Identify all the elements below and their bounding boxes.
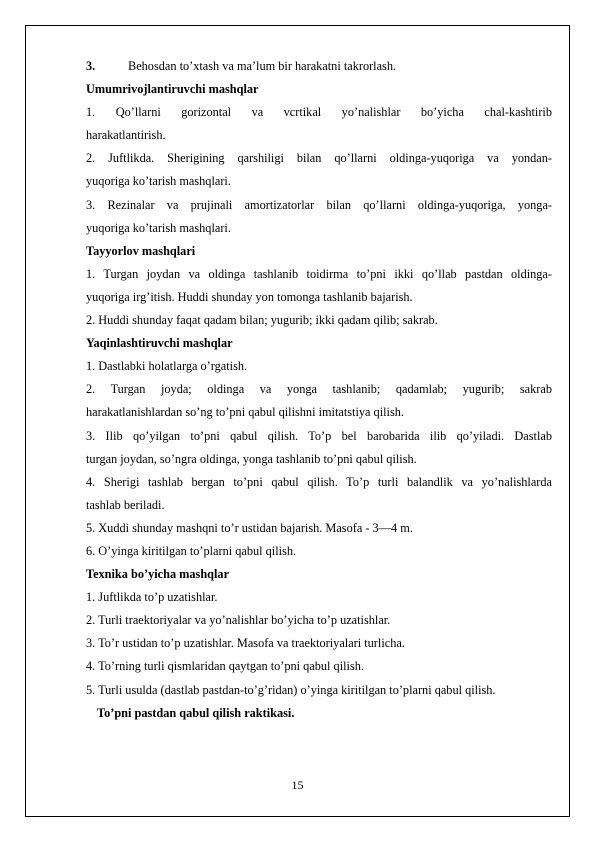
section-heading: Yaqinlashtiruvchi mashqlar [86,336,233,351]
paragraph-line: 3. Rezinalar va prujinali amortizatorlar bilan qo’llarni oldinga-yuqoriga, yonga- [86,197,552,212]
paragraph-line: turgan joydan, so’ngra oldinga, yonga tashlanib to’pni qabul qilish. [86,451,417,466]
paragraph-line: 6. O’yinga kiritilgan to’plarni qabul qilish. [86,543,297,558]
paragraph-line: 5. Xuddi shunday mashqni to’r ustidan bajarish. Masofa - 3—4 m. [86,520,413,535]
paragraph-line: 2. Turgan joyda; oldinga va yonga tashlanib; qadamlab; yugurib; sakrab [86,382,552,397]
paragraph-line: 2. Turli traektoriyalar va yo’nalishlar bo’yicha to’p uzatishlar. [86,613,391,628]
paragraph-line: 3. Ilib qo’yilgan to’pni qabul qilish. To’p bel barobarida ilib qo’yiladi. Dastlab [86,428,552,443]
paragraph-line: 2. Huddi shunday faqat qadam bilan; yugurib; ikki qadam qilib; sakrab. [86,313,438,328]
paragraph-line: 4. Sherigi tashlab bergan to’pni qabul qilish. To’p turli balandlik va yo’nalishlarda [86,474,552,489]
paragraph-line: 3. To’r ustidan to’p uzatishlar. Masofa va traektoriyalari turlicha. [86,636,405,651]
paragraph-line: 1. Dastlabki holatlarga o’rgatish. [86,359,248,374]
list-item-3 [86,58,552,81]
list-number: 3. [86,59,96,73]
document-body [86,58,552,728]
section-heading: Umumrivojlantiruvchi mashqlar [86,82,259,97]
paragraph-line: yuqoriga ko’tarish mashqlari. [86,174,231,189]
paragraph-line: harakatlantirish. [86,128,166,143]
paragraph-line: 1. Turgan joydan va oldinga tashlanib toidirma to’pni ikki qo’llab pastdan oldinga- [86,266,552,281]
paragraph-line: 1. Qo’llarni gorizontal va vcrtikal yo’nalishlar bo’yicha chal-kashtirib [86,105,552,120]
paragraph-line: yuqoriga ko’tarish mashqlari. [86,220,231,235]
section-heading: To’pni pastdan qabul qilish raktikasi. [97,705,295,720]
paragraph-line: harakatlanishlardan so’ng to’pni qabul qilishni imitatstiya qilish. [86,405,404,420]
paragraph-line: 4. To’rning turli qismlaridan qaytgan to’pni qabul qilish. [86,659,364,674]
paragraph-line: 2. Juftlikda. Sherigining qarshiligi bilan qo’llarni oldinga-yuqoriga va yondan- [86,151,552,166]
paragraph-line: yuqoriga irg’itish. Huddi shunday yon tomonga tashlanib bajarish. [86,289,413,304]
page-number: 15 [291,778,304,792]
section-heading: Tayyorlov mashqlari [86,243,196,258]
list-text: Behosdan to’xtash va ma’lum bir harakatni takrorlash. [128,59,397,73]
paragraph-line: tashlab beriladi. [86,497,165,512]
paragraph-line: 5. Turli usulda (dastlab pastdan-to’g’ridan) o’yinga kiritilgan to’plarni qabul qilish. [86,682,496,697]
paragraph-line: 1. Juftlikda to’p uzatishlar. [86,590,218,605]
section-heading: Texnika bo’yicha mashqlar [86,567,230,582]
